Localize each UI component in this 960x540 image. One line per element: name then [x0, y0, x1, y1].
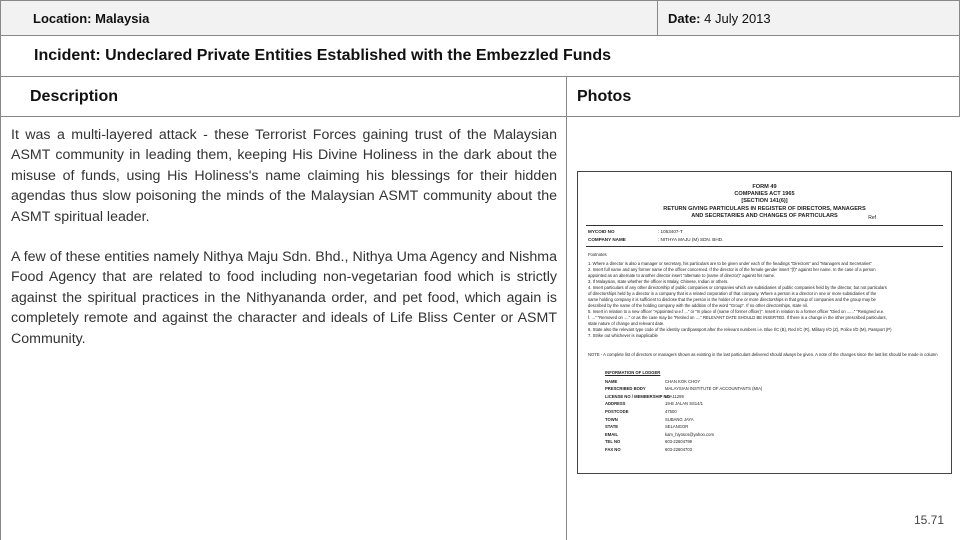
- lodger-row: [605, 423, 762, 431]
- lodger-key: LICENSE NO / MEMBERSHIP NO: [605, 393, 670, 399]
- footnote-line: of directorships held by a director in a company that is a related corporation of that company. Where a person is a director in one or more subsidiaries of the: [588, 291, 877, 296]
- lodger-value: 603-22604799: [665, 439, 693, 445]
- lodger-key: TOWN: [605, 416, 618, 422]
- footnote-line: Footnotes: [588, 252, 607, 257]
- lodger-key: NAME: [605, 378, 618, 384]
- date-cell: [658, 1, 960, 36]
- description-paragraph-2: A few of these entities namely Nithya Maju Sdn. Bhd., Nithya Uma Agency and Nishma Food Agency that are related to food including non-vegetarian food which is strictly against the spiritual practices in the Nithyananda order, and pet food, which again is completely remote and against the character and ideals of Life Bliss Center or ASMT Community.: [11, 249, 557, 347]
- footnote-line: 1. Where a director is also a manager or secretary, his particulars are to be given under each of the headings "Directors" and "Managers and Secretaries": [588, 261, 873, 266]
- lodger-key: PRESCRIBED BODY: [605, 386, 646, 392]
- lodger-row: [605, 438, 762, 446]
- company-no-label: MYCOID NO: [588, 229, 615, 234]
- lodger-heading: INFORMATION OF LODGER: [605, 370, 661, 375]
- document-note: NOTE - A complete list of directors or managers shown as existing in the last particulars delivered should always be given. A note of the changes since the last list should be made in column: [588, 352, 938, 357]
- location-value: Malaysia: [95, 11, 150, 26]
- lodger-value: kam_hiyoscs@yahoo.com: [665, 431, 714, 437]
- lodger-value: SELANGOR: [665, 424, 689, 430]
- lodger-value: 47500: [665, 408, 677, 414]
- date-label: Date:: [668, 11, 701, 26]
- photos-header: Photos: [577, 87, 632, 105]
- document-title-line: RETURN GIVING PARTICULARS IN REGISTER OF DIRECTORS, MANAGERS: [663, 205, 866, 212]
- lodger-row: [605, 416, 762, 424]
- lodger-value: MALAYSIAN INSTITUTE OF ACCOUNTANTS (MIA): [665, 386, 763, 392]
- footnote-line: state nature of change and relevant date.: [588, 321, 665, 326]
- footnote-line: appointed as an alternate to another director insert "alternate to (name of director)" against his name.: [588, 273, 776, 278]
- document-title-line: [SECTION 141(6)]: [741, 198, 788, 205]
- lodger-key: POSTCODE: [605, 408, 629, 414]
- column-divider: [566, 117, 567, 540]
- document-ref: Ref: [868, 215, 876, 221]
- document-footnotes: [588, 252, 941, 339]
- footnote-line: 2. Insert full name and any former name of the officer concerned. If the director is of the female gender insert "(f)" against her name. In the case of a person: [588, 267, 876, 272]
- description-paragraph-1: It was a multi-layered attack - these Terrorist Forces gaining trust of the Malaysian ASMT community in leading them, keeping His Divine Holiness in the dark about the misuse of funds, using His Holiness's name claiming his blessings for their hidden agendas thus slow poisoning the minds of the Malaysian ASMT community about the ASMT spiritual leader.: [11, 127, 557, 225]
- content-area: [0, 117, 960, 540]
- form-49-document-photo: [577, 171, 952, 474]
- footnote-line: 6. State also the relevant type code of the identity card/passport after the relevant numbers i.e. Blue I/C (B), Red I/C (R), Military I/O (Z), Police I/D (M), Passport (P): [588, 327, 892, 332]
- location-cell: [1, 1, 658, 36]
- date-value: 4 July 2013: [704, 11, 771, 26]
- lodger-info: [605, 369, 762, 454]
- lodger-row: [605, 385, 762, 393]
- lodger-value: CHAN KOK CHOY: [665, 378, 701, 384]
- header-row: [0, 0, 960, 36]
- document-rule: [586, 225, 943, 226]
- lodger-key: EMAIL: [605, 431, 619, 437]
- lodger-row: [605, 408, 762, 416]
- document-title-line: COMPANIES ACT 1965: [734, 191, 795, 198]
- location-label: Location:: [33, 11, 92, 26]
- company-name-value: : NITHYA MAJU (M) SDN. BHD.: [658, 237, 724, 242]
- lodger-value: 19-B JALAN SS14/1: [665, 401, 703, 407]
- description-text: [11, 125, 557, 369]
- document-title-line: AND SECRETARIES AND CHANGES OF PARTICULARS: [691, 212, 838, 219]
- lodger-value: MIA11289: [665, 393, 684, 399]
- company-name-field: [588, 237, 723, 242]
- footnote-line: 7. Strike out whichever is inapplicable: [588, 333, 658, 338]
- footnote-line: 3. If Malaysian, state whether the officer is Malay, Chinese, Indian or others.: [588, 279, 729, 284]
- lodger-row: [605, 446, 762, 454]
- lodger-row: [605, 431, 762, 439]
- lodger-key: FAX NO: [605, 446, 621, 452]
- lodger-key: TEL NO: [605, 439, 621, 445]
- footnote-line: described by the name of the holding company with the addition of the word "Group". If no other directorships, state nil.: [588, 303, 808, 308]
- lodger-row: [605, 393, 762, 401]
- lodger-key: ADDRESS: [605, 401, 626, 407]
- footnote-line: 4. Insert particulars of any other directorship of public companies or companies which are subsidiaries of public companies held by the director, but not particulars: [588, 285, 887, 290]
- footnote-line: 5. Insert in relation to a new officer "Appointed w.e.f ..." or "In place of (name of former officer)". Insert in relation to a former officer "Died on ......" "Resigned w.e.: [588, 309, 885, 314]
- footnote-line: f. ..." "Removed on ...." or as the case may be "Retired on ...." RELEVANT DATE SHOULD BE INSERTED. If there is a change in the other prescribed particulars,: [588, 315, 887, 320]
- footnote-line: same holding company it is sufficient to disclose that the person is the holder of one or more directorships in that group of companies and the group may be: [588, 297, 876, 302]
- description-header: Description: [1, 77, 567, 116]
- company-name-label: COMPANY NAME: [588, 237, 626, 242]
- company-no-field: [588, 229, 683, 234]
- page-number: 15.71: [913, 513, 944, 527]
- document-title: [578, 184, 951, 220]
- lodger-value: SUBANG JAYA: [665, 416, 694, 422]
- lodger-key: STATE: [605, 424, 619, 430]
- document-title-line: FORM 49: [752, 184, 777, 190]
- incident-title: Incident: Undeclared Private Entities Established with the Embezzled Funds: [0, 36, 960, 77]
- column-header-row: [0, 77, 960, 117]
- company-no-value: : 1053407-T: [658, 229, 683, 234]
- lodger-value: 603-22604703: [665, 446, 693, 452]
- lodger-row: [605, 400, 762, 408]
- lodger-row: [605, 378, 762, 386]
- document-rule: [586, 246, 943, 247]
